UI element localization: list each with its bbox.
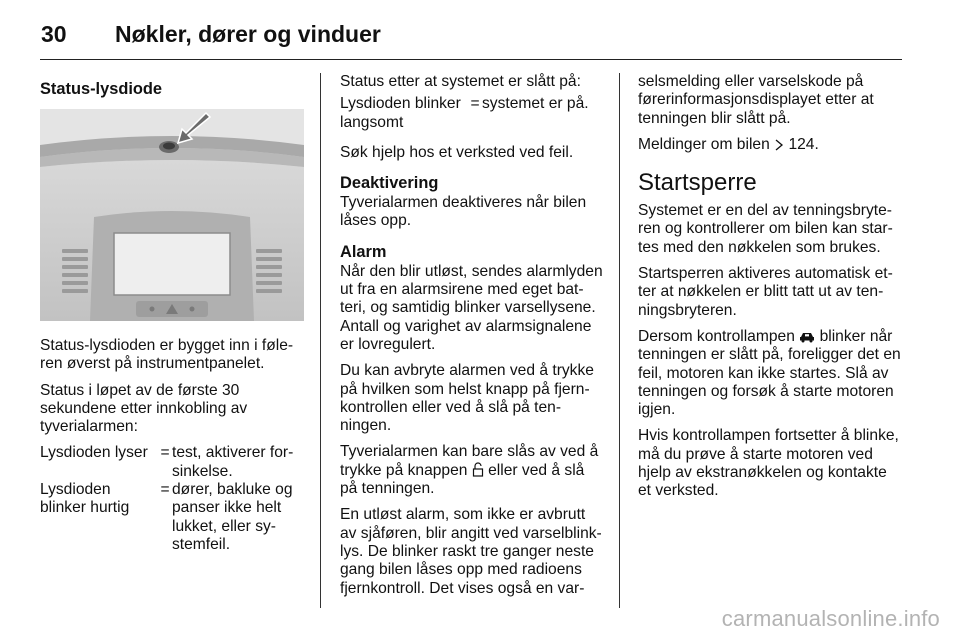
definition-list-led xyxy=(40,444,305,554)
heading-deactivation: Deaktivering xyxy=(340,174,439,193)
paragraph-status-first-30s: Status i løpet av de første 30 sekundene etter innkobling av tyverialarmen: xyxy=(40,381,248,436)
def-eq-1: = xyxy=(160,444,170,462)
dashboard-figure xyxy=(40,109,304,321)
paragraph-alarm-3 xyxy=(340,443,605,498)
paragraph-alarm-2: Du kan avbryte alarmen ved å trykke på hvilken som helst knapp på fjern-kontrollen eller ved å slå på ten-ningen. xyxy=(340,362,594,435)
column-divider-1 xyxy=(320,73,321,608)
column-1 xyxy=(40,79,305,562)
def-term-1: Lysdioden lyser xyxy=(40,444,148,462)
column-divider-2 xyxy=(619,73,620,608)
paragraph-startsperre-3 xyxy=(638,328,904,419)
paragraph-vehicle-messages xyxy=(638,136,904,154)
page-number: 30 xyxy=(41,20,67,47)
def-term-2: Lysdioden blinker hurtig xyxy=(40,481,130,517)
heading-startsperre: Startsperre xyxy=(638,169,757,197)
page-header xyxy=(41,14,381,54)
def-term-slow: Lysdioden blinker langsomt xyxy=(340,95,461,131)
paragraph-alarm-4: En utløst alarm, som ikke er avbrutt av sjåføren, blir angitt ved varselblink-lys. De blinker raskt tre ganger neste gang bilen låses opp med radioens fjernkontroll. Det vises også en var- xyxy=(340,506,602,597)
unlock-icon xyxy=(472,462,484,477)
immobilizer-warning-icon xyxy=(799,330,815,343)
messages-text: Meldinger om bilen xyxy=(638,135,770,153)
def-eq-2: = xyxy=(160,481,170,499)
def-eq-slow: = xyxy=(470,95,480,113)
def-desc-slow: systemet er på. xyxy=(482,95,589,113)
paragraph-startsperre-2: Startsperren aktiveres automatisk et-ter at nøkkelen er blitt tatt ut av ten-ningsbryteren. xyxy=(638,265,893,319)
alarm-3-part-b: eller ved å slå på tenningen. xyxy=(340,461,585,498)
alarm-3-part-a: Tyverialarmen kan bare slås av ved å trykke på knappen xyxy=(340,443,599,479)
paragraph-message-cont: selsmelding eller varselskode på førerinformasjonsdisplayet etter at tenningen blir slått på. xyxy=(638,73,874,127)
header-rule xyxy=(40,59,902,60)
ss3-part-b: blinker når tenningen er slått på, foreligger det en feil, motoren kan ikke startes. Slå av tenningen og forsøk å starte motoren igjen. xyxy=(638,327,901,419)
column-2 xyxy=(340,73,605,606)
paragraph-startsperre-1: Systemet er en del av tenningsbryte-ren og kontrollerer om bilen kan star-tes med den nøkkelen som brukes. xyxy=(638,202,893,256)
column-3 xyxy=(638,73,904,509)
definition-list-slow xyxy=(340,95,605,132)
def-desc-2: dører, bakluke og panser ikke helt lukket, eller sy-stemfeil. xyxy=(172,481,293,553)
page-reference-icon xyxy=(774,139,784,151)
ss3-part-a: Dersom kontrollampen xyxy=(638,327,795,345)
paragraph-startsperre-4: Hvis kontrollampen fortsetter å blinke, må du prøve å starte motoren ved hjelp av ekstranøkkelen og kontakte et verksted. xyxy=(638,427,899,500)
paragraph-status-after: Status etter at systemet er slått på: xyxy=(340,73,581,90)
paragraph-seek-help: Søk hjelp hos et verksted ved feil. xyxy=(340,143,574,161)
def-desc-1: test, aktiverer for-sinkelse. xyxy=(172,444,294,480)
paragraph-deactivation: Tyverialarmen deaktiveres når bilen låses opp. xyxy=(340,194,587,230)
paragraph-sensor-location: Status-lysdioden er bygget inn i føle-ren øverst på instrumentpanelet. xyxy=(40,337,294,373)
watermark: carmanualsonline.info xyxy=(721,606,940,631)
paragraph-alarm-1: Når den blir utløst, sendes alarmlyden ut fra en alarmsirene med eget bat-teri, og samtidig blinker varsellysene. Antall og varighet av alarmsignalene er lovregulert. xyxy=(340,262,603,353)
section-title-status-led: Status-lysdiode xyxy=(40,80,163,98)
messages-page-ref: 124. xyxy=(788,135,819,153)
page-title: Nøkler, dører og vinduer xyxy=(115,20,381,47)
heading-alarm: Alarm xyxy=(340,242,387,261)
